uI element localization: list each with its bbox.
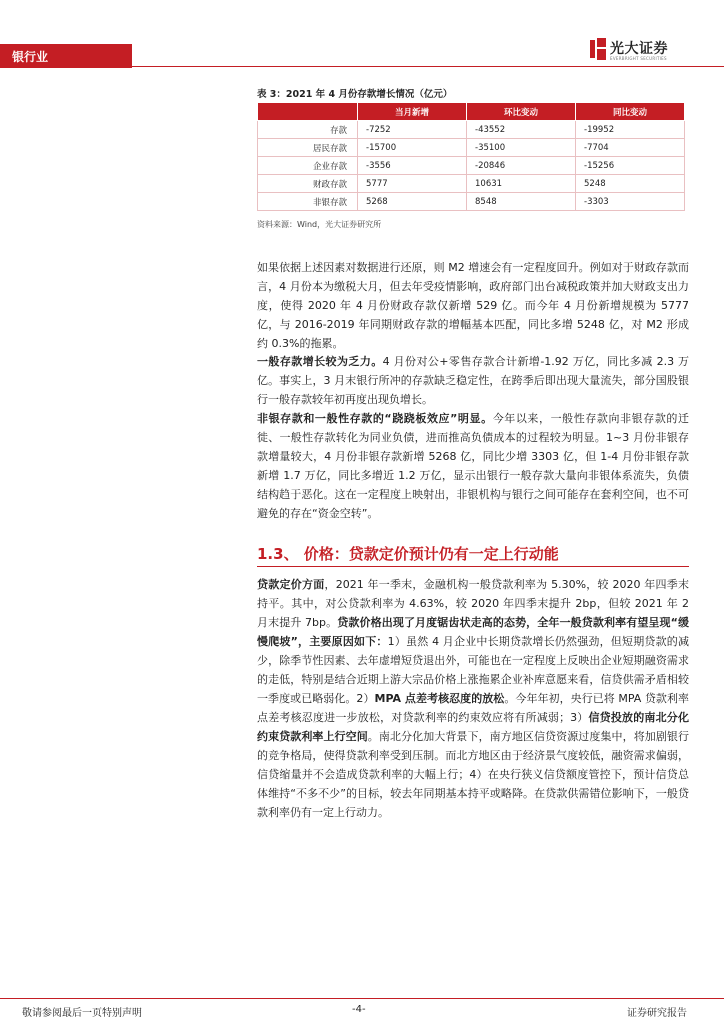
paragraph-emphasis: MPA 点差考核忍度的放松 [374,692,505,705]
table-cell: 10631 [467,175,576,193]
company-logo [590,38,710,66]
table-header-row [258,103,685,121]
table-row-label: 存款 [258,121,358,139]
paragraph-emphasis: 贷款价格出现了月度锯齿状走高的态势，全年一般贷款利率有望呈现“缓慢爬坡”，主要原因如下： [257,616,689,648]
footer-report-type: 证券研究报告 [627,1008,687,1019]
header-divider [0,66,724,67]
table-row-label: 非银存款 [258,193,358,211]
table-cell: -15256 [576,157,685,175]
table-cell: 8548 [467,193,576,211]
table-cell: 5248 [576,175,685,193]
table-cell: -7252 [358,121,467,139]
table-row-label: 企业存款 [258,157,358,175]
logo-mark-icon [590,38,606,60]
table-cell: 5268 [358,193,467,211]
table-row [258,121,685,139]
header-sector-bar [0,44,132,68]
paragraph-emphasis: 信贷投放的南北分化约束贷款利率上行空间 [257,711,689,743]
table-row [258,175,685,193]
table-row [258,193,685,211]
table-header-cell: 同比变动 [576,103,685,121]
table-source-note: 资料来源：Wind，光大证券研究所 [257,220,382,229]
paragraph-text: 4 月份对公+零售存款合计新增-1.92 万亿，同比多减 2.3 万亿。事实上，3 月末银行所冲的存款缺乏稳定性，在跨季后即出现大量流失，部分国股银行一般存款较年初再度出现负增长。 [257,355,690,406]
table-row-label: 财政存款 [258,175,358,193]
table-cell: -3303 [576,193,685,211]
table-row-label: 居民存款 [258,139,358,157]
table-cell: -35100 [467,139,576,157]
table-header-cell: 环比变动 [467,103,576,121]
table-title: 表 3：2021 年 4 月份存款增长情况（亿元） [257,89,453,100]
paragraph-fiscal-deposits: 如果依据上述因素对数据进行还原，则 M2 增速会有一定程度回升。例如对于财政存款而言，4 月份本为缴税大月，但去年受疫情影响，政府部门出台减税政策并加大财政支出力度，使得 2020 年 4 月份财政存款仅新增 529 亿。而今年 4 月份新增规模为 5777 亿，与 2016-2019 年同期财政存款的增幅基本匹配，同比多增 5248 亿，对 M2 形成约 0.3%的拖累。 [257,261,689,350]
section-heading: 1.3、 价格：贷款定价预计仍有一定上行动能 [257,545,559,563]
footer-disclaimer: 敬请参阅最后一页特别声明 [22,1008,142,1019]
table-row [258,139,685,157]
paragraph-lead: 贷款定价方面 [257,578,325,591]
table-cell: 5777 [358,175,467,193]
table-cell: -3556 [358,157,467,175]
paragraph-seesaw-effect [257,409,689,523]
table-cell: -43552 [467,121,576,139]
table-cell: -7704 [576,139,685,157]
table-cell: -15700 [358,139,467,157]
page-number: -4- [352,1004,366,1015]
logo-text: 光大证券 [610,41,668,57]
paragraph-text: 1）虽然 4 月企业中长期贷款增长仍然强劲，但短期贷款的减少，除季节性因素、去年虚增短贷退出外，可能也在一定程度上反映出企业短期融资需求的走低，特别是结合近期上游大宗品价格上涨拖累企业补库意愿来看，信贷供需矛盾相较一季度或已略弱化。2） [257,635,689,705]
paragraph-loan-pricing [257,575,689,822]
paragraph-text: 今年以来，一般性存款向非银存款的迁徙、一般性存款转化为同业负债，进而推高负债成本的过程较为明显。1~3 月份非银存款增量较大，4 月份非银存款新增 5268 亿，同比少增 3303 亿，但 1-4 月份非银存款新增 1.7 万亿，同比多增近 1.2 万亿，显示出银行一般存款大量向非银体系流失，负债结构趋于恶化。这在一定程度上映射出，非银机构与银行之间可能存在套利空间，也不可避免的存在“资金空转”。 [257,412,689,520]
table-cell: -19952 [576,121,685,139]
paragraph-lead: 非银存款和一般性存款的“跷跷板效应”明显。 [257,412,493,425]
footer-divider [0,998,724,999]
section-divider [257,566,689,567]
paragraph-general-deposits [257,352,689,409]
paragraph-lead: 一般存款增长较为乏力。 [257,355,383,368]
table-header-cell: 当月新增 [358,103,467,121]
deposit-growth-table [257,102,685,211]
paragraph-text: 。南北分化加大背景下，南方地区信贷资源过度集中，将加剧银行的竞争格局，使得贷款利率受到压制。而北方地区由于经济景气度较低，融资需求偏弱，信贷缩量并不会造成贷款利率的大幅上行；4）在央行狭义信贷额度管控下，预计信贷总体维持“不多不少”的目标，较去年同期基本持平或略降。在贷款供需错位影响下，一般贷款利率仍有一定上行动力。 [257,730,690,819]
paragraph-text: ，2021 年一季末，金融机构一般贷款利率为 5.30%，较 2020 年四季末持平。其中，对公贷款利率为 4.63%，较 2020 年四季末提升 2bp，但较 2021 年 2 月末提升 7bp。 [257,578,689,629]
table-header-cell [258,103,358,121]
logo-subtext: EVERBRIGHT SECURITIES [610,56,667,61]
sector-label: 银行业 [12,50,49,64]
table-cell: -20846 [467,157,576,175]
table-row [258,157,685,175]
paragraph-text: 。今年年初，央行已将 MPA 贷款利率点差考核忍度进一步放松，对贷款利率的约束效应将有所减弱；3） [257,692,690,724]
